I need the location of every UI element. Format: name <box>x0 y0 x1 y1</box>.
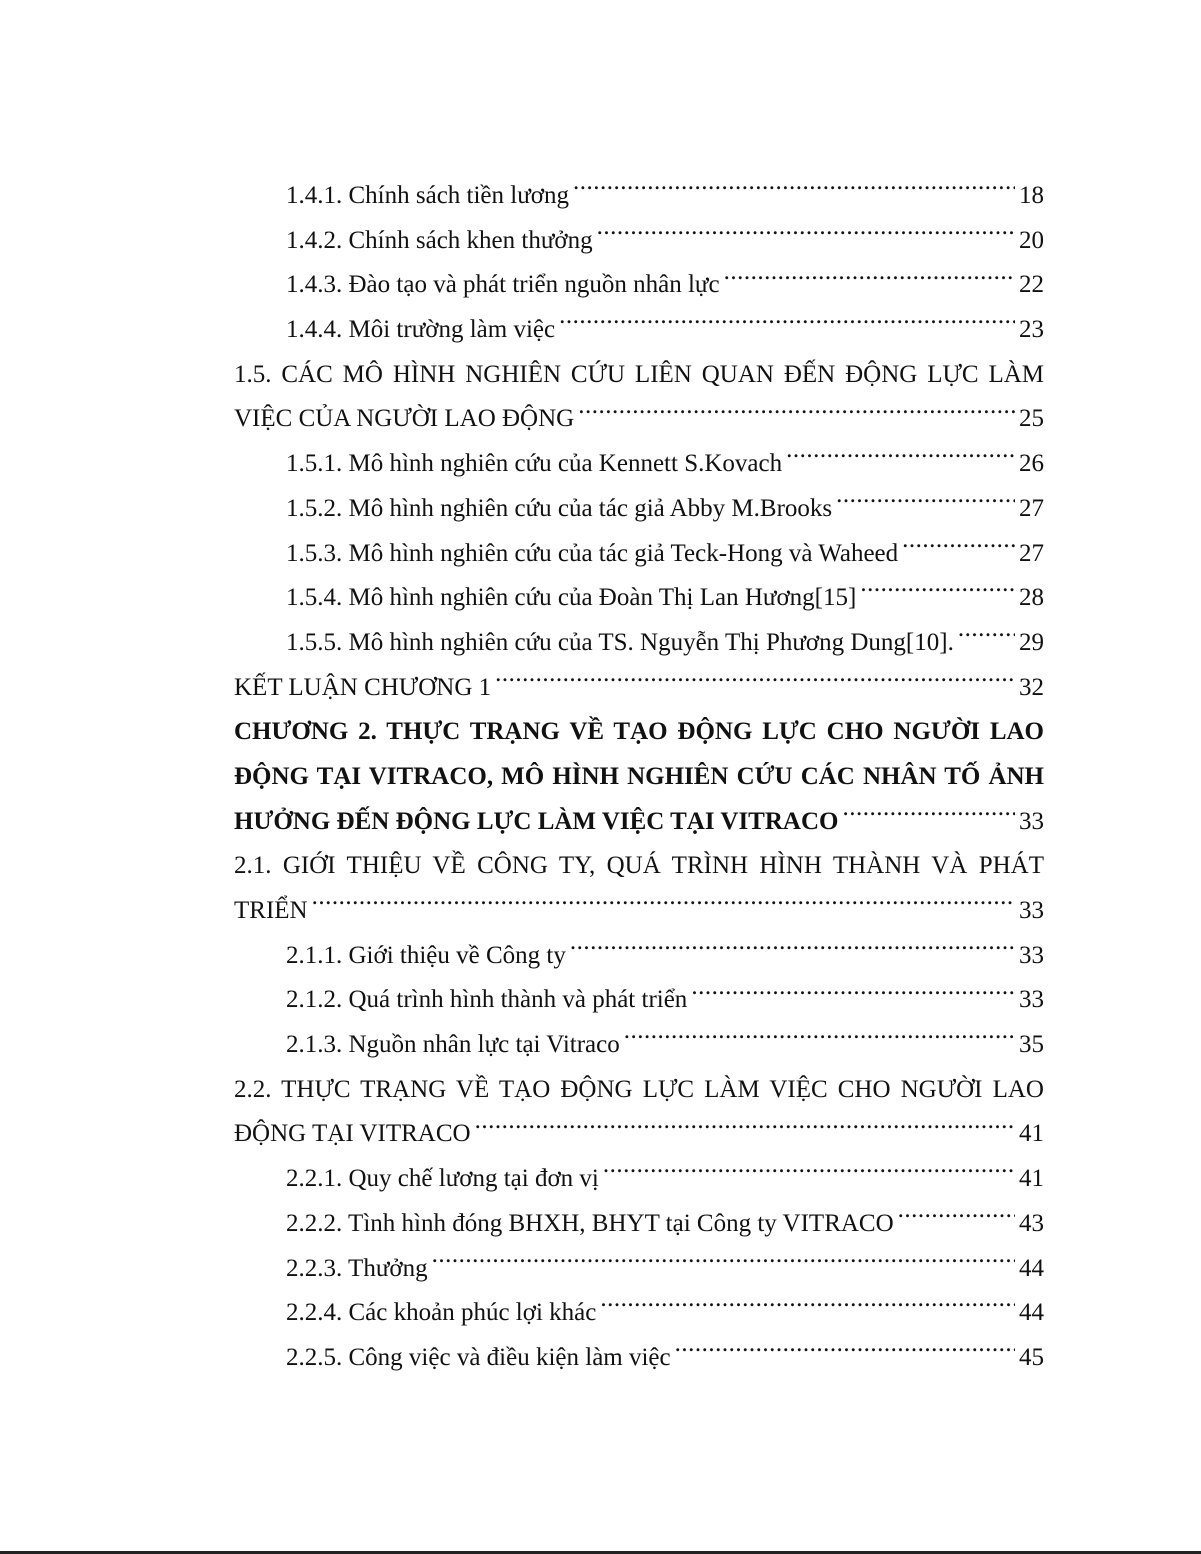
toc-entry-title: 1.4.2. Chính sách khen thưởng <box>286 226 593 254</box>
toc-entry-title: 2.1.3. Nguồn nhân lực tại Vitraco <box>286 1031 620 1059</box>
toc-entry-title: 2.2.5. Công việc và điều kiện làm việc <box>286 1343 671 1371</box>
toc-entry-title: HƯỞNG ĐẾN ĐỘNG LỰC LÀM VIỆC TẠI VITRACO <box>234 807 839 835</box>
toc-entry-1-4-2[interactable] <box>234 219 1044 264</box>
dot-leader <box>578 401 1015 426</box>
toc-entry-1-4-1[interactable] <box>234 174 1044 219</box>
toc-entry-chapter-2-line2[interactable] <box>234 755 1044 800</box>
toc-entry-title-line: ĐỘNG TẠI VITRACO, MÔ HÌNH NGHIÊN CỨU CÁC NHÂN TỐ ẢNH <box>234 762 1044 790</box>
toc-entry-2-2-line1[interactable] <box>234 1068 1044 1113</box>
dot-leader <box>432 1251 1015 1276</box>
toc-entry-title: 2.2.2. Tình hình đóng BHXH, BHYT tại Công ty VITRACO <box>286 1209 894 1237</box>
toc-entry-title: 1.4.4. Môi trường làm việc <box>286 316 556 344</box>
dot-leader <box>600 1295 1015 1320</box>
toc-entry-title-line: 2.2. THỰC TRẠNG VỀ TẠO ĐỘNG LỰC LÀM VIỆC CHO NGƯỜI LAO <box>234 1075 1044 1103</box>
toc-entry-page: 25 <box>1019 405 1044 433</box>
toc-entry-2-1-3[interactable] <box>234 1023 1044 1068</box>
toc-entry-page: 18 <box>1019 182 1044 209</box>
table-of-contents <box>234 174 1044 1381</box>
toc-entry-page: 28 <box>1019 584 1044 612</box>
dot-leader <box>836 491 1015 516</box>
dot-leader <box>603 1161 1015 1186</box>
toc-entry-page: 22 <box>1019 271 1044 299</box>
dot-leader <box>312 893 1015 918</box>
toc-entry-title: TRIỂN <box>234 897 308 924</box>
toc-entry-1-4-4[interactable] <box>234 308 1044 353</box>
dot-leader <box>597 223 1015 248</box>
toc-entry-2-2-3[interactable] <box>234 1247 1044 1292</box>
dot-leader <box>559 312 1015 337</box>
toc-entry-page: 29 <box>1019 628 1044 656</box>
dot-leader <box>842 804 1015 829</box>
toc-entry-page: 32 <box>1019 673 1044 701</box>
toc-entry-title-line: 1.5. CÁC MÔ HÌNH NGHIÊN CỨU LIÊN QUAN ĐẾN ĐỘNG LỰC LÀM <box>234 360 1044 388</box>
toc-entry-1-5[interactable] <box>234 397 1044 442</box>
toc-entry-chapter-1-conclusion[interactable] <box>234 666 1044 711</box>
dot-leader <box>570 938 1015 963</box>
dot-leader <box>860 580 1015 605</box>
toc-entry-page: 27 <box>1019 494 1044 522</box>
dot-leader <box>898 1206 1015 1231</box>
toc-entry-title: 1.4.1. Chính sách tiền lương <box>286 182 569 209</box>
toc-entry-1-4-3[interactable] <box>234 263 1044 308</box>
toc-entry-2-2[interactable] <box>234 1112 1044 1157</box>
toc-entry-title: 1.5.1. Mô hình nghiên cứu của Kennett S.Kovach <box>286 450 783 478</box>
toc-entry-page: 45 <box>1019 1343 1044 1371</box>
toc-entry-page: 35 <box>1019 1031 1044 1059</box>
toc-entry-page: 26 <box>1019 450 1044 478</box>
toc-entry-page: 33 <box>1019 897 1044 924</box>
toc-entry-2-1[interactable] <box>234 889 1044 934</box>
dot-leader <box>958 625 1015 650</box>
toc-entry-2-2-1[interactable] <box>234 1157 1044 1202</box>
dot-leader <box>902 536 1015 561</box>
toc-entry-page: 27 <box>1019 539 1044 567</box>
toc-entry-page: 43 <box>1019 1209 1044 1237</box>
toc-entry-page: 33 <box>1019 941 1044 969</box>
dot-leader <box>624 1027 1015 1052</box>
toc-entry-1-5-4[interactable] <box>234 576 1044 621</box>
toc-entry-chapter-2-line1[interactable] <box>234 710 1044 755</box>
dot-leader <box>475 1116 1015 1141</box>
toc-entry-page: 23 <box>1019 316 1044 344</box>
dot-leader <box>786 446 1015 471</box>
dot-leader <box>691 982 1015 1007</box>
toc-entry-title: 1.5.2. Mô hình nghiên cứu của tác giả Abby M.Brooks <box>286 494 833 522</box>
toc-entry-title: 1.4.3. Đào tạo và phát triển nguồn nhân lực <box>286 271 720 299</box>
toc-entry-title: ĐỘNG TẠI VITRACO <box>234 1120 471 1148</box>
toc-entry-page: 20 <box>1019 226 1044 254</box>
toc-entry-page: 41 <box>1019 1165 1044 1193</box>
toc-entry-2-1-1[interactable] <box>234 934 1044 979</box>
toc-entry-2-1-2[interactable] <box>234 978 1044 1023</box>
toc-entry-title: 2.1.1. Giới thiệu về Công ty <box>286 941 566 969</box>
toc-entry-1-5-line1[interactable] <box>234 353 1044 398</box>
dot-leader <box>573 178 1015 203</box>
toc-entry-page: 41 <box>1019 1120 1044 1148</box>
toc-entry-title: 2.1.2. Quá trình hình thành và phát triển <box>286 986 688 1014</box>
toc-entry-page: 44 <box>1019 1299 1044 1327</box>
toc-entry-title: 2.2.1. Quy chế lương tại đơn vị <box>286 1165 599 1193</box>
toc-entry-1-5-1[interactable] <box>234 442 1044 487</box>
toc-entry-2-2-2[interactable] <box>234 1202 1044 1247</box>
toc-entry-2-2-4[interactable] <box>234 1291 1044 1336</box>
toc-entry-title: 1.5.4. Mô hình nghiên cứu của Đoàn Thị Lan Hương[15] <box>286 584 857 612</box>
toc-entry-chapter-2[interactable] <box>234 800 1044 845</box>
toc-entry-2-1-line1[interactable] <box>234 844 1044 889</box>
toc-entry-title: 1.5.5. Mô hình nghiên cứu của TS. Nguyễn Thị Phương Dung[10]. <box>286 628 954 656</box>
toc-entry-page: 33 <box>1019 986 1044 1014</box>
toc-entry-title: KẾT LUẬN CHƯƠNG 1 <box>234 673 492 701</box>
toc-entry-1-5-3[interactable] <box>234 532 1044 577</box>
dot-leader <box>724 267 1015 292</box>
toc-entry-page: 33 <box>1019 807 1044 835</box>
toc-entry-title: VIỆC CỦA NGƯỜI LAO ĐỘNG <box>234 405 575 433</box>
toc-entry-title-line: 2.1. GIỚI THIỆU VỀ CÔNG TY, QUÁ TRÌNH HÌNH THÀNH VÀ PHÁT <box>234 852 1044 880</box>
toc-entry-title: 1.5.3. Mô hình nghiên cứu của tác giả Teck-Hong và Waheed <box>286 539 899 567</box>
toc-entry-title: 2.2.3. Thưởng <box>286 1254 428 1282</box>
toc-entry-2-2-5[interactable] <box>234 1336 1044 1381</box>
toc-entry-page: 44 <box>1019 1254 1044 1282</box>
toc-entry-title-line: CHƯƠNG 2. THỰC TRẠNG VỀ TẠO ĐỘNG LỰC CHO NGƯỜI LAO <box>234 718 1044 746</box>
dot-leader <box>495 670 1015 695</box>
toc-entry-title: 2.2.4. Các khoản phúc lợi khác <box>286 1299 597 1327</box>
dot-leader <box>675 1340 1015 1365</box>
toc-entry-1-5-5[interactable] <box>234 621 1044 666</box>
toc-entry-1-5-2[interactable] <box>234 487 1044 532</box>
